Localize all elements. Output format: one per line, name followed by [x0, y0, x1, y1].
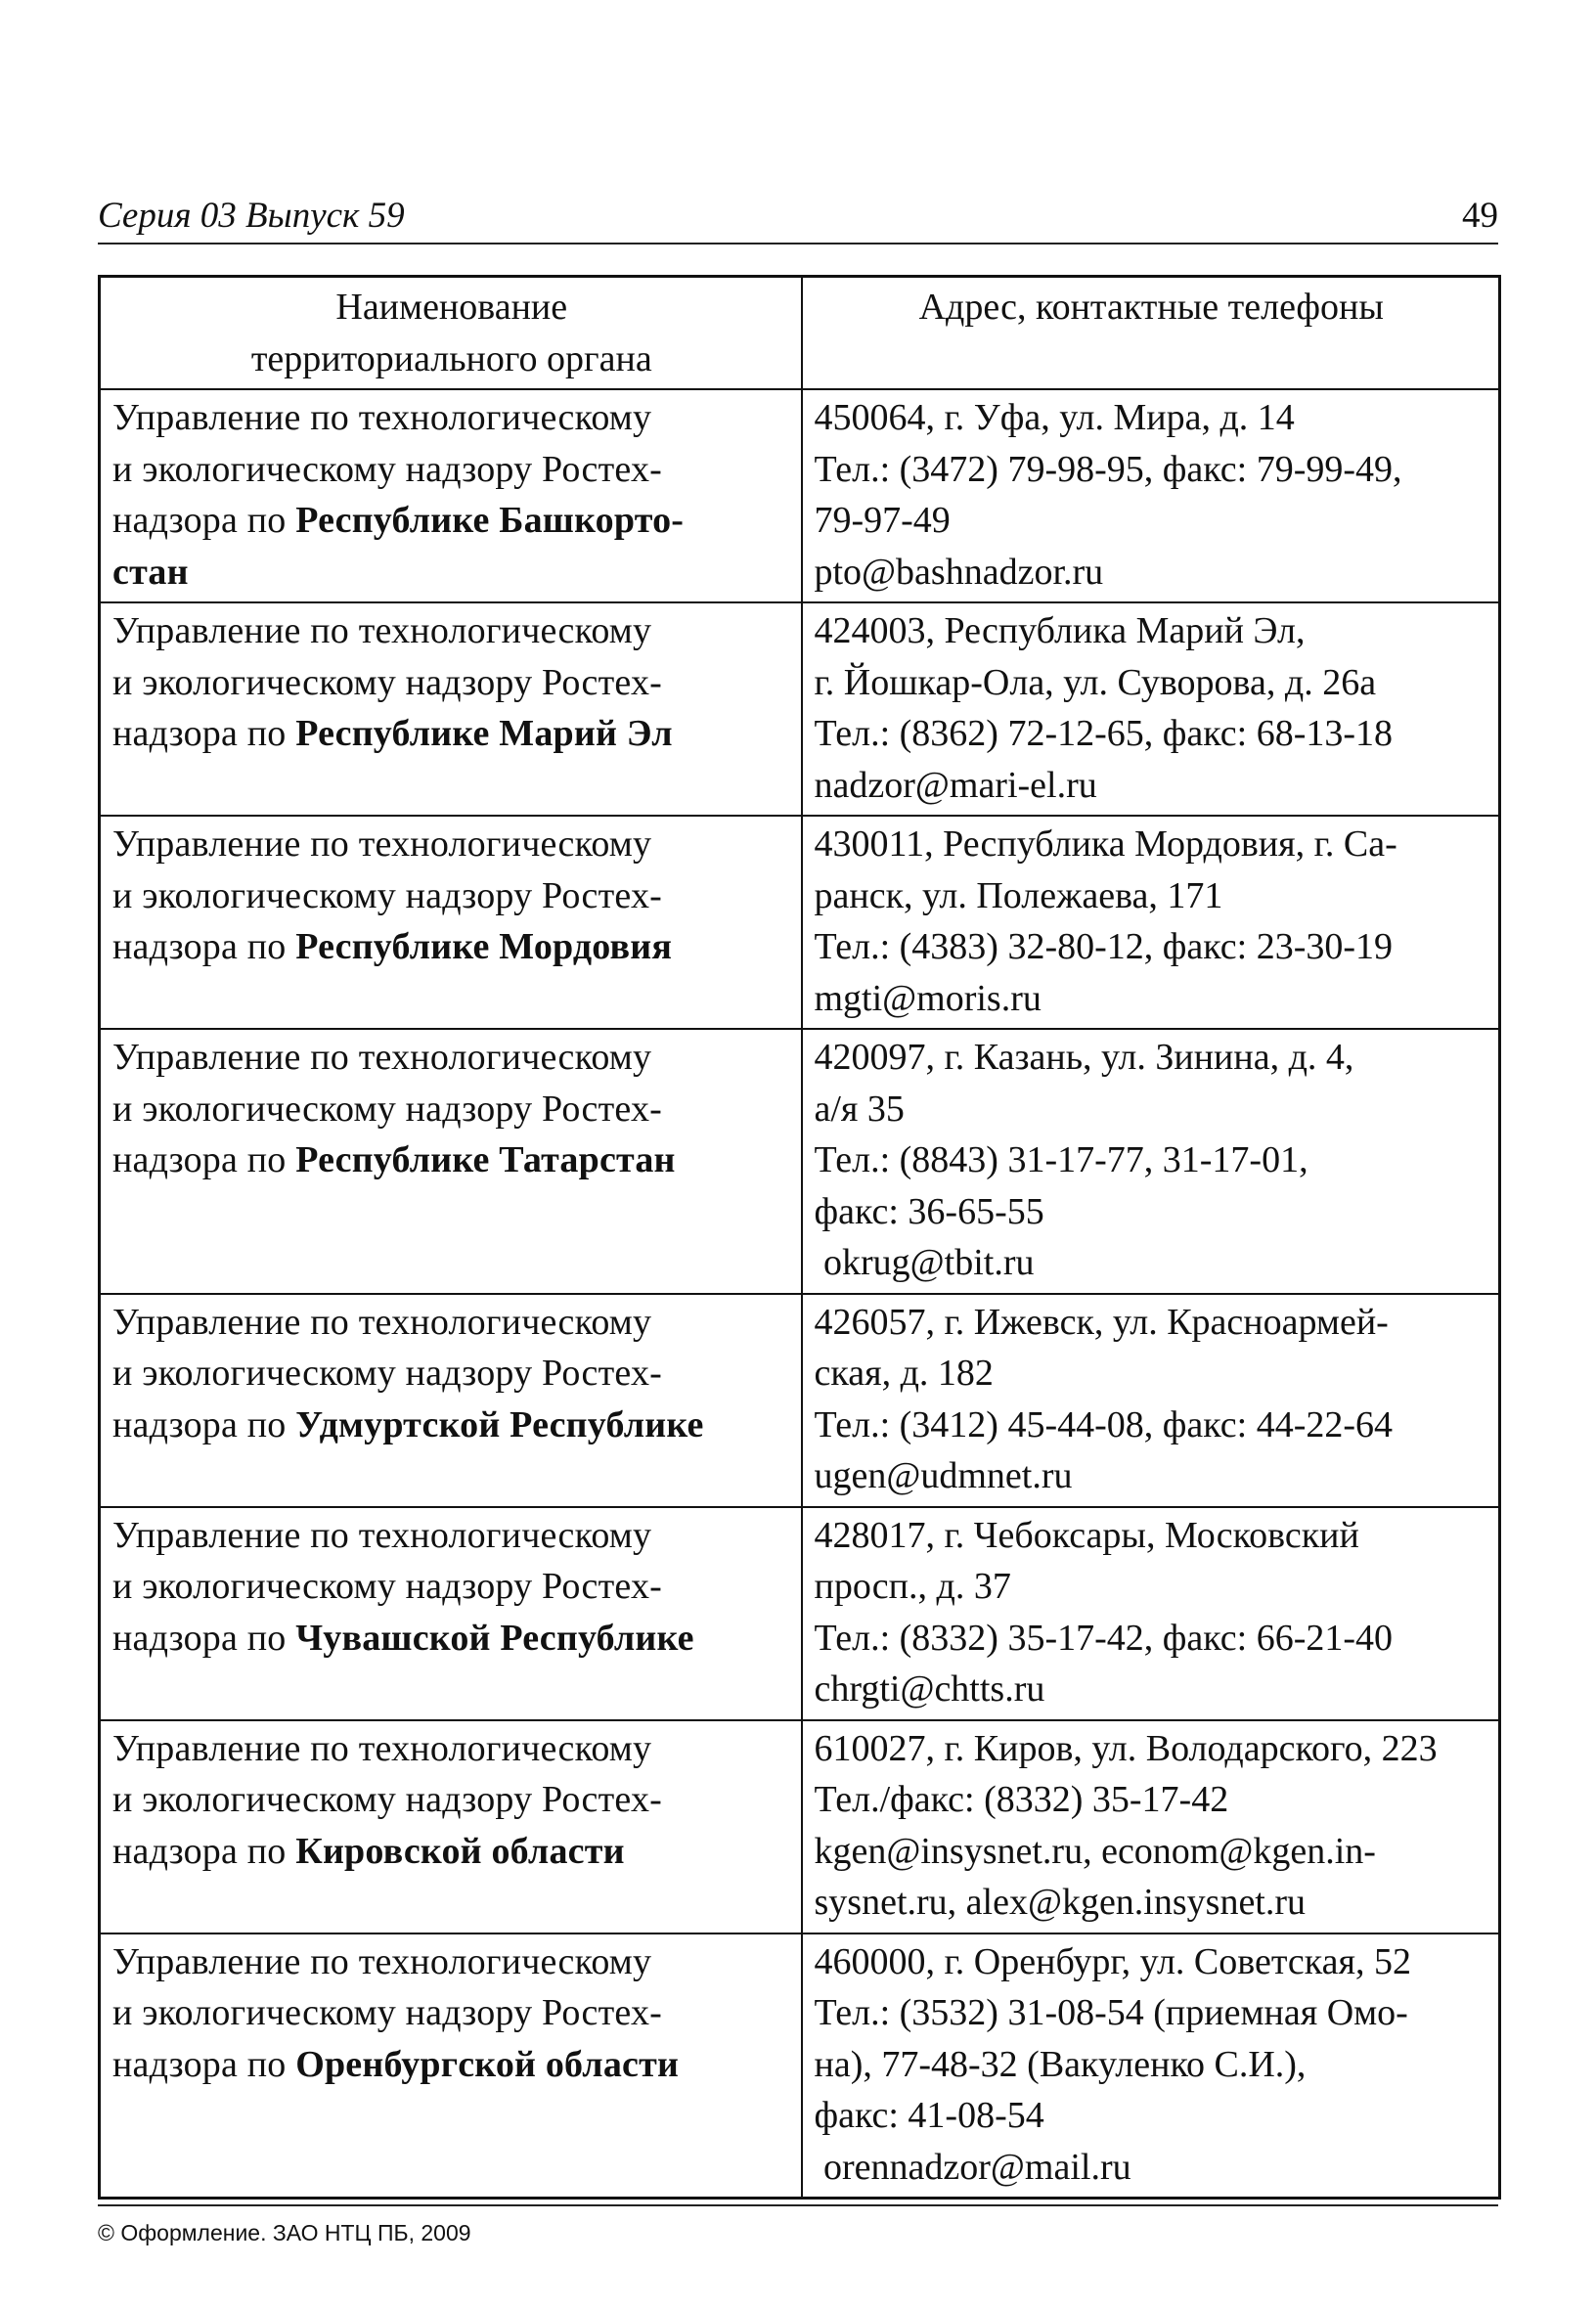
name-prefix: надзора по	[112, 1139, 296, 1180]
address-line: mgti@moris.ru	[814, 977, 1042, 1019]
name-text: Управление по технологическому	[112, 1514, 652, 1556]
name-text: и экологическому надзору Ростех-	[112, 1566, 663, 1607]
name-prefix: надзора по	[112, 713, 296, 754]
agency-table-container	[98, 275, 1498, 2200]
address-line: kgen@insysnet.ru, econom@kgen.in-	[814, 1830, 1376, 1872]
address-line: Тел.: (3472) 79-98-95, факс: 79-99-49,	[814, 448, 1402, 490]
table-row	[100, 389, 1500, 602]
table-row	[100, 1720, 1500, 1933]
name-text: Управление по технологическому	[112, 1037, 652, 1078]
agency-name-cell	[100, 1720, 802, 1933]
name-prefix: надзора по	[112, 1403, 296, 1445]
agency-name-cell	[100, 1933, 802, 2199]
address-cell	[802, 1294, 1500, 1507]
agency-name-line	[112, 1348, 791, 1400]
region-name: Республике Башкорто-	[295, 500, 685, 541]
page-number: 49	[1462, 196, 1498, 236]
address-line: sysnet.ru, alex@kgen.insysnet.ru	[814, 1882, 1307, 1923]
name-text: и экологическому надзору Ростех-	[112, 1992, 663, 2033]
address-line: факс: 36-65-55	[814, 1190, 1044, 1232]
address-line: orennadzor@mail.ru	[814, 2146, 1131, 2188]
name-text: Управление по технологическому	[112, 1301, 652, 1343]
address-line: nadzor@mari-el.ru	[814, 764, 1097, 806]
address-line: ранск, ул. Полежаева, 171	[814, 874, 1223, 916]
address-line: просп., д. 37	[814, 1566, 1011, 1607]
agency-name-line	[112, 819, 791, 870]
address-line: Тел.: (8332) 35-17-42, факс: 66-21-40	[814, 1617, 1394, 1659]
copyright-text: © Оформление. ЗАО НТЦ ПБ, 2009	[98, 2220, 471, 2245]
region-name: стан	[112, 551, 189, 593]
agency-name-line	[112, 1774, 791, 1826]
column-header-address	[802, 277, 1500, 390]
table-row	[100, 1029, 1500, 1294]
name-text: Управление по технологическому	[112, 1940, 652, 1982]
agency-name-line	[112, 1032, 791, 1084]
agency-name-line	[112, 1936, 791, 1988]
address-line: 450064, г. Уфа, ул. Мира, д. 14	[814, 397, 1295, 438]
agency-name-line	[112, 605, 791, 657]
address-line: 430011, Республика Мордовия, г. Са-	[814, 823, 1397, 865]
agency-name-line	[112, 444, 791, 496]
name-text: Управление по технологическому	[112, 823, 652, 865]
name-prefix: надзора по	[112, 1617, 296, 1659]
name-text: и экологическому надзору Ростех-	[112, 874, 663, 916]
address-line: 460000, г. Оренбург, ул. Советская, 52	[814, 1940, 1412, 1982]
address-line: Тел.: (8843) 31-17-77, 31-17-01,	[814, 1139, 1308, 1180]
agency-name-line	[112, 547, 791, 599]
region-name: Республике Мордовия	[295, 926, 673, 967]
region-name: Кировской области	[295, 1830, 625, 1872]
agency-name-line	[112, 1084, 791, 1135]
address-cell	[802, 1507, 1500, 1720]
agency-name-line	[112, 1613, 791, 1665]
region-name: Чувашской Республике	[295, 1617, 694, 1659]
name-prefix: надзора по	[112, 1830, 296, 1872]
name-text: и экологическому надзору Ростех-	[112, 1353, 663, 1394]
agency-name-cell	[100, 1294, 802, 1507]
name-prefix: надзора по	[112, 500, 296, 541]
address-cell	[802, 602, 1500, 816]
series-label: Серия 03 Выпуск 59	[98, 196, 405, 236]
name-text: Управление по технологическому	[112, 397, 652, 438]
agency-name-line	[112, 1987, 791, 2039]
agency-name-cell	[100, 816, 802, 1029]
address-cell	[802, 1720, 1500, 1933]
agency-table	[98, 275, 1501, 2200]
address-line: ская, д. 182	[814, 1353, 994, 1394]
region-name: Республике Татарстан	[295, 1139, 676, 1180]
address-line: 610027, г. Киров, ул. Володарского, 223	[814, 1727, 1438, 1769]
agency-name-line	[112, 1510, 791, 1562]
agency-name-cell	[100, 602, 802, 816]
address-line: Тел.: (4383) 32-80-12, факс: 23-30-19	[814, 926, 1394, 967]
header-line: территориального органа	[250, 337, 652, 379]
name-text: Управление по технологическому	[112, 1727, 652, 1769]
name-text: и экологическому надзору Ростех-	[112, 661, 663, 703]
name-prefix: надзора по	[112, 926, 296, 967]
name-text: и экологическому надзору Ростех-	[112, 448, 663, 490]
agency-name-line	[112, 1561, 791, 1613]
agency-name-line	[112, 708, 791, 760]
address-line: Тел.: (3532) 31-08-54 (приемная Омо-	[814, 1992, 1408, 2033]
name-text: и экологическому надзору Ростех-	[112, 1779, 663, 1820]
name-text: и экологическому надзору Ростех-	[112, 1088, 663, 1130]
agency-name-cell	[100, 389, 802, 602]
address-cell	[802, 389, 1500, 602]
address-line: pto@bashnadzor.ru	[814, 551, 1104, 593]
address-cell	[802, 1933, 1500, 2199]
column-header-name	[100, 277, 802, 390]
address-line: okrug@tbit.ru	[814, 1242, 1035, 1283]
address-cell	[802, 816, 1500, 1029]
address-line: 420097, г. Казань, ул. Зинина, д. 4,	[814, 1037, 1354, 1078]
page-footer	[98, 2204, 1498, 2246]
header-line: Наименование	[335, 287, 568, 328]
address-line: на), 77-48-32 (Вакуленко С.И.),	[814, 2043, 1307, 2085]
address-line: факс: 41-08-54	[814, 2095, 1044, 2136]
region-name: Республике Марий Эл	[295, 713, 673, 754]
address-line: ugen@udmnet.ru	[814, 1455, 1073, 1496]
agency-name-line	[112, 1723, 791, 1775]
address-line: Тел./факс: (8332) 35-17-42	[814, 1779, 1229, 1820]
agency-name-line	[112, 921, 791, 973]
agency-name-line	[112, 2039, 791, 2091]
table-row	[100, 816, 1500, 1029]
name-prefix: надзора по	[112, 2043, 296, 2085]
table-header-row	[100, 277, 1500, 390]
region-name: Оренбургской области	[295, 2043, 680, 2085]
address-line: 79-97-49	[814, 500, 951, 541]
address-cell	[802, 1029, 1500, 1294]
address-line: г. Йошкар-Ола, ул. Суворова, д. 26а	[814, 661, 1377, 703]
table-row	[100, 602, 1500, 816]
header-line: Адрес, контактные телефоны	[918, 287, 1384, 328]
agency-name-line	[112, 1134, 791, 1186]
region-name: Удмуртской Республике	[295, 1403, 704, 1445]
agency-name-line	[112, 1826, 791, 1878]
table-row	[100, 1294, 1500, 1507]
table-row	[100, 1933, 1500, 2199]
agency-name-cell	[100, 1029, 802, 1294]
agency-name-line	[112, 392, 791, 444]
name-text: Управление по технологическому	[112, 610, 652, 651]
agency-name-line	[112, 870, 791, 922]
address-line: а/я 35	[814, 1088, 905, 1130]
table-row	[100, 1507, 1500, 1720]
address-line: 424003, Республика Марий Эл,	[814, 610, 1306, 651]
agency-name-cell	[100, 1507, 802, 1720]
agency-name-line	[112, 495, 791, 547]
table-body	[100, 389, 1500, 2199]
address-line: Тел.: (8362) 72-12-65, факс: 68-13-18	[814, 713, 1394, 754]
agency-name-line	[112, 657, 791, 709]
address-line: 428017, г. Чебоксары, Московский	[814, 1514, 1359, 1556]
agency-name-line	[112, 1400, 791, 1451]
address-line: 426057, г. Ижевск, ул. Красноармей-	[814, 1301, 1389, 1343]
address-line: Тел.: (3412) 45-44-08, факс: 44-22-64	[814, 1403, 1394, 1445]
address-line: chrgti@chtts.ru	[814, 1668, 1045, 1710]
agency-name-line	[112, 1297, 791, 1349]
page-header	[98, 192, 1498, 244]
